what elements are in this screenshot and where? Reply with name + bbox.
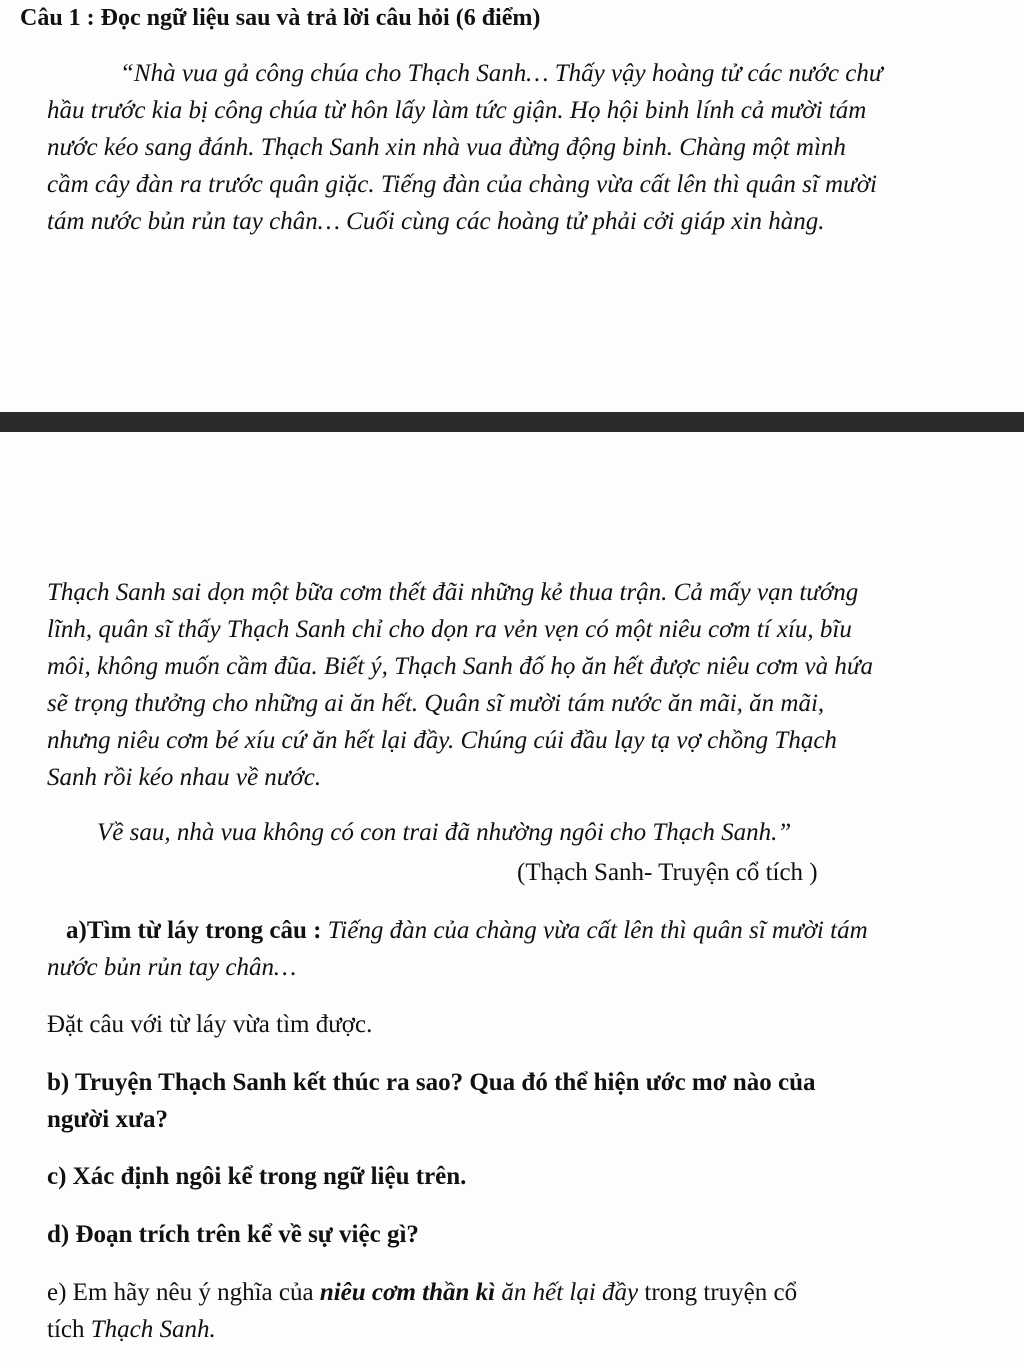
passage-source-text: (Thạch Sanh- Truyện cổ tích ) bbox=[517, 859, 818, 886]
question-a-label: a)Tìm từ láy trong câu : bbox=[66, 917, 328, 944]
passage-source bbox=[517, 857, 818, 889]
passage-p1-line-3: nước kéo sang đánh. Thạch Sanh xin nhà vua đừng động binh. Chàng một mình bbox=[47, 134, 846, 161]
passage-p2-line-1: Thạch Sanh sai dọn một bữa cơm thết đãi những kẻ thua trận. Cả mấy vạn tướng bbox=[47, 579, 859, 606]
question-b-line-1: b) Truyện Thạch Sanh kết thúc ra sao? Qua đó thể hiện ước mơ nào của bbox=[47, 1069, 816, 1096]
question-d: d) Đoạn trích trên kể về sự việc gì? bbox=[47, 1221, 419, 1248]
page-bottom-section bbox=[0, 432, 1024, 1361]
question-c: c) Xác định ngôi kể trong ngữ liệu trên. bbox=[47, 1163, 467, 1190]
passage-p1-line-1: “Nhà vua gả công chúa cho Thạch Sanh… Thấy vậy hoàng tử các nước chư bbox=[120, 60, 883, 87]
passage-p1-line-5: tám nước bủn rủn tay chân… Cuối cùng các hoàng tử phải cởi giáp xin hàng. bbox=[47, 208, 825, 235]
question-e-mid: ăn hết lại đầy bbox=[495, 1279, 639, 1306]
question-e-bold: niêu cơm thần kì bbox=[319, 1279, 496, 1306]
question-e-post: trong truyện cổ bbox=[638, 1279, 798, 1306]
question-a-task: Đặt câu với từ láy vừa tìm được. bbox=[47, 1011, 373, 1038]
question-title: Câu 1 : Đọc ngữ liệu sau và trả lời câu hỏi (6 điểm) bbox=[20, 5, 541, 31]
passage-p2-line-6: Sanh rồi kéo nhau về nước. bbox=[47, 764, 322, 791]
passage-p3: Về sau, nhà vua không có con trai đã nhường ngôi cho Thạch Sanh.” bbox=[97, 819, 792, 846]
image-divider-bar bbox=[0, 412, 1024, 432]
question-e-pre: e) Em hãy nêu ý nghĩa của bbox=[47, 1279, 320, 1306]
passage-p1-line-4: cầm cây đàn ra trước quân giặc. Tiếng đàn của chàng vừa cất lên thì quân sĩ mười bbox=[47, 171, 877, 198]
question-b-line-2: người xưa? bbox=[47, 1106, 168, 1133]
question-e-line-1 bbox=[47, 1277, 797, 1309]
question-e-2b: Thạch Sanh. bbox=[90, 1316, 216, 1343]
passage-p1-line-2: hầu trước kia bị công chúa từ hôn lấy làm tức giận. Họ hội binh lính cả mười tám bbox=[47, 97, 867, 124]
passage-p2-line-2: lĩnh, quân sĩ thấy Thạch Sanh chỉ cho dọn ra vẻn vẹn có một niêu cơm tí xíu, bĩu bbox=[47, 616, 852, 643]
question-e-2a: tích bbox=[47, 1316, 91, 1343]
passage-p2-line-4: sẽ trọng thưởng cho những ai ăn hết. Quân sĩ mười tám nước ăn mãi, ăn mãi, bbox=[47, 690, 825, 717]
question-e-line-2 bbox=[47, 1314, 216, 1346]
page-top-section bbox=[0, 0, 1024, 412]
question-a-quote-2: nước bủn rủn tay chân… bbox=[47, 954, 297, 981]
passage-p2-line-3: môi, không muốn cầm đũa. Biết ý, Thạch Sanh đố họ ăn hết được niêu cơm và hứa bbox=[47, 653, 874, 680]
question-a-quote-1: Tiếng đàn của chàng vừa cất lên thì quân sĩ mười tám bbox=[327, 917, 868, 944]
passage-p2-line-5: nhưng niêu cơm bé xíu cứ ăn hết lại đầy. Chúng cúi đầu lạy tạ vợ chồng Thạch bbox=[47, 727, 837, 754]
question-a-line-1 bbox=[66, 915, 868, 947]
